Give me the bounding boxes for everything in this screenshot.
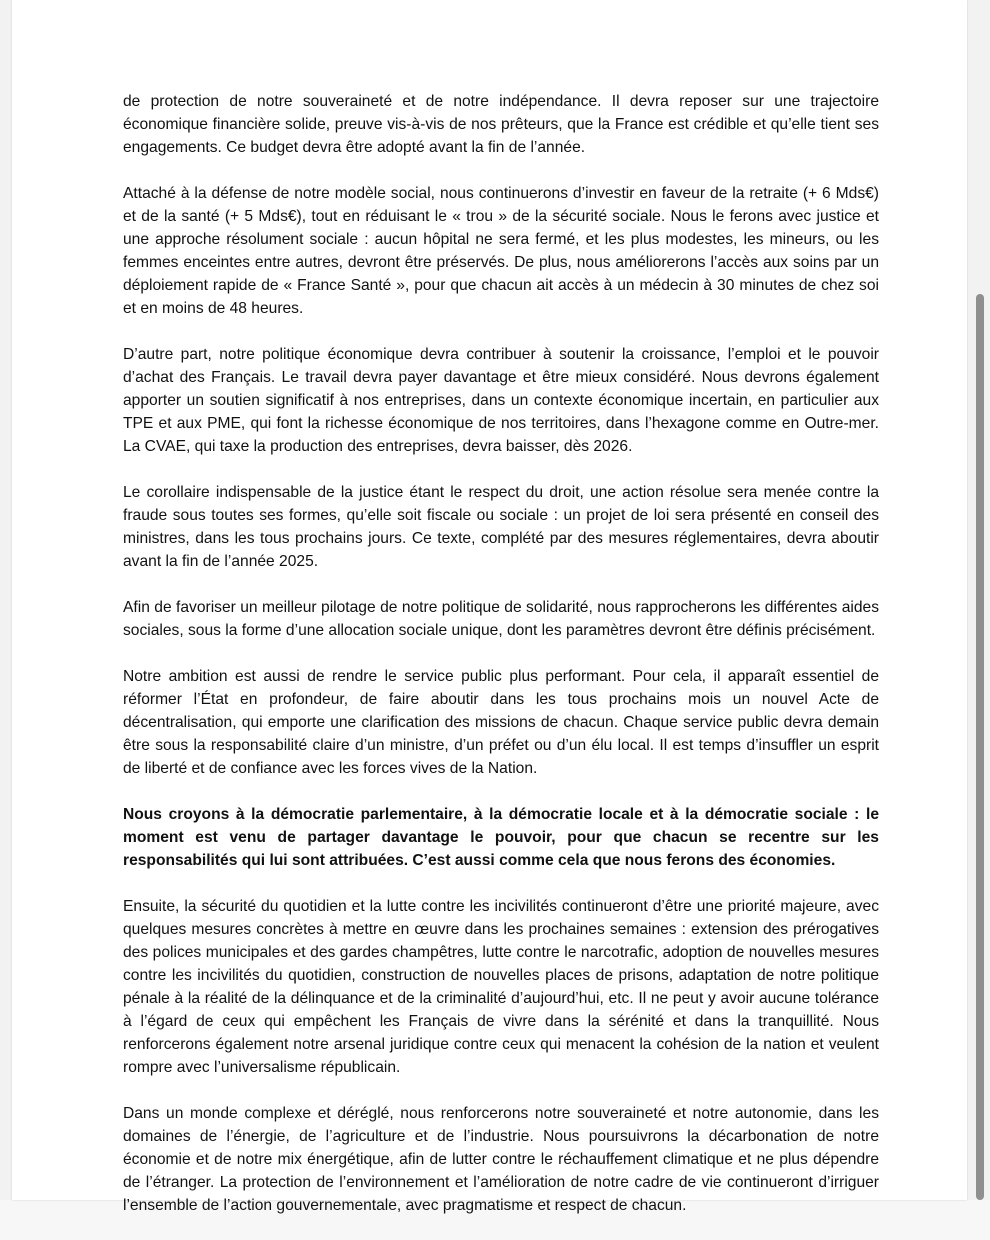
scrollbar-thumb[interactable] — [976, 294, 984, 1200]
page-content — [123, 90, 879, 1240]
paragraph: Dans un monde complexe et déréglé, nous renforcerons notre souveraineté et notre autonomie, dans les domaines de l’énergie, de l’agriculture et de l’industrie. Nous poursuivrons la décarbonation de notre économie et de notre mix énergétique, afin de lutter contre le réchauffement climatique et ne plus dépendre de l’étranger. La protection de l’environnement et l’amélioration de notre cadre de vie continueront d’irriguer l’ensemble de l’action gouvernementale, avec pragmatisme et respect de chacun. — [123, 1105, 879, 1214]
paragraph: de protection de notre souveraineté et de notre indépendance. Il devra reposer sur une trajectoire économique financière solide, preuve vis-à-vis de nos prêteurs, que la France est crédible et qu’elle tient ses engagements. Ce budget devra être adopté avant la fin de l’année. — [123, 93, 879, 156]
bold-paragraph: Nous croyons à la démocratie parlementaire, à la démocratie locale et à la démocratie sociale : le moment est venu de partager davantage le pouvoir, pour que chacun se recentre sur les responsabilités qui lui sont attribuées. C’est aussi comme cela que nous ferons des économies. — [123, 806, 879, 869]
paragraph: Notre ambition est aussi de rendre le service public plus performant. Pour cela, il apparaît essentiel de réformer l’État en profondeur, de faire aboutir dans les tous prochains mois un nouvel Acte de décentralisation, qui emporte une clarification des missions de chacun. Chaque service public devra demain être sous la responsabilité claire d’un ministre, d’un préfet ou d’un élu local. Il est temps d’insuffler un esprit de liberté et de confiance avec les forces vives de la Nation. — [123, 668, 879, 777]
paragraph: Attaché à la défense de notre modèle social, nous continuerons d’investir en faveur de la retraite (+ 6 Mds€) et de la santé (+ 5 Mds€), tout en réduisant le « trou » de la sécurité sociale. Nous le ferons avec justice et une approche résolument sociale : aucun hôpital ne sera fermé, et les plus modestes, les mineurs, ou les femmes enceintes entre autres, devront être préservés. De plus, nous améliorerons l’accès aux soins par un déploiement rapide de « France Santé », pour que chacun ait accès à un médecin à 30 minutes de chez soi et en moins de 48 heures. — [123, 185, 879, 317]
paragraph: Afin de favoriser un meilleur pilotage de notre politique de solidarité, nous rapprocherons les différentes aides sociales, sous la forme d’une allocation sociale unique, dont les paramètres devront être définis précisément. — [123, 599, 879, 639]
scrollbar-track[interactable] — [970, 0, 990, 1200]
document-page — [12, 0, 967, 1214]
paragraph: Le corollaire indispensable de la justice étant le respect du droit, une action résolue sera menée contre la fraude sous toutes ses formes, qu’elle soit fiscale ou sociale : un projet de loi sera présenté en conseil des ministres, dans les tous prochains jours. Ce texte, complété par des mesures réglementaires, devra aboutir avant la fin de l’année 2025. — [123, 484, 879, 570]
paragraph: D’autre part, notre politique économique devra contribuer à soutenir la croissance, l’emploi et le pouvoir d’achat des Français. Le travail devra payer davantage et être mieux considéré. Nous devrons également apporter un soutien significatif à nos entreprises, dans un contexte économique incertain, en particulier aux TPE et aux PME, qui font la richesse économique de nos territoires, dans l’hexagone comme en Outre-mer. La CVAE, qui taxe la production des entreprises, devra baisser, dès 2026. — [123, 346, 879, 455]
paragraph: Ensuite, la sécurité du quotidien et la lutte contre les incivilités continueront d’être une priorité majeure, avec quelques mesures concrètes à mettre en œuvre dans les prochaines semaines : extension des prérogatives des polices municipales et des gardes champêtres, lutte contre le narcotrafic, adoption de nouvelles mesures contre les incivilités du quotidien, construction de nouvelles places de prisons, adaptation de notre politique pénale à la réalité de la délinquance et de la criminalité d’aujourd’hui, etc. Il ne peut y avoir aucune tolérance à l’égard de ceux qui empêchent les Français de vivre dans la sérénité et dans la tranquillité. Nous renforcerons également notre arsenal juridique contre ceux qui menacent la cohésion de la nation et veulent rompre avec l’universalisme républicain. — [123, 898, 879, 1076]
